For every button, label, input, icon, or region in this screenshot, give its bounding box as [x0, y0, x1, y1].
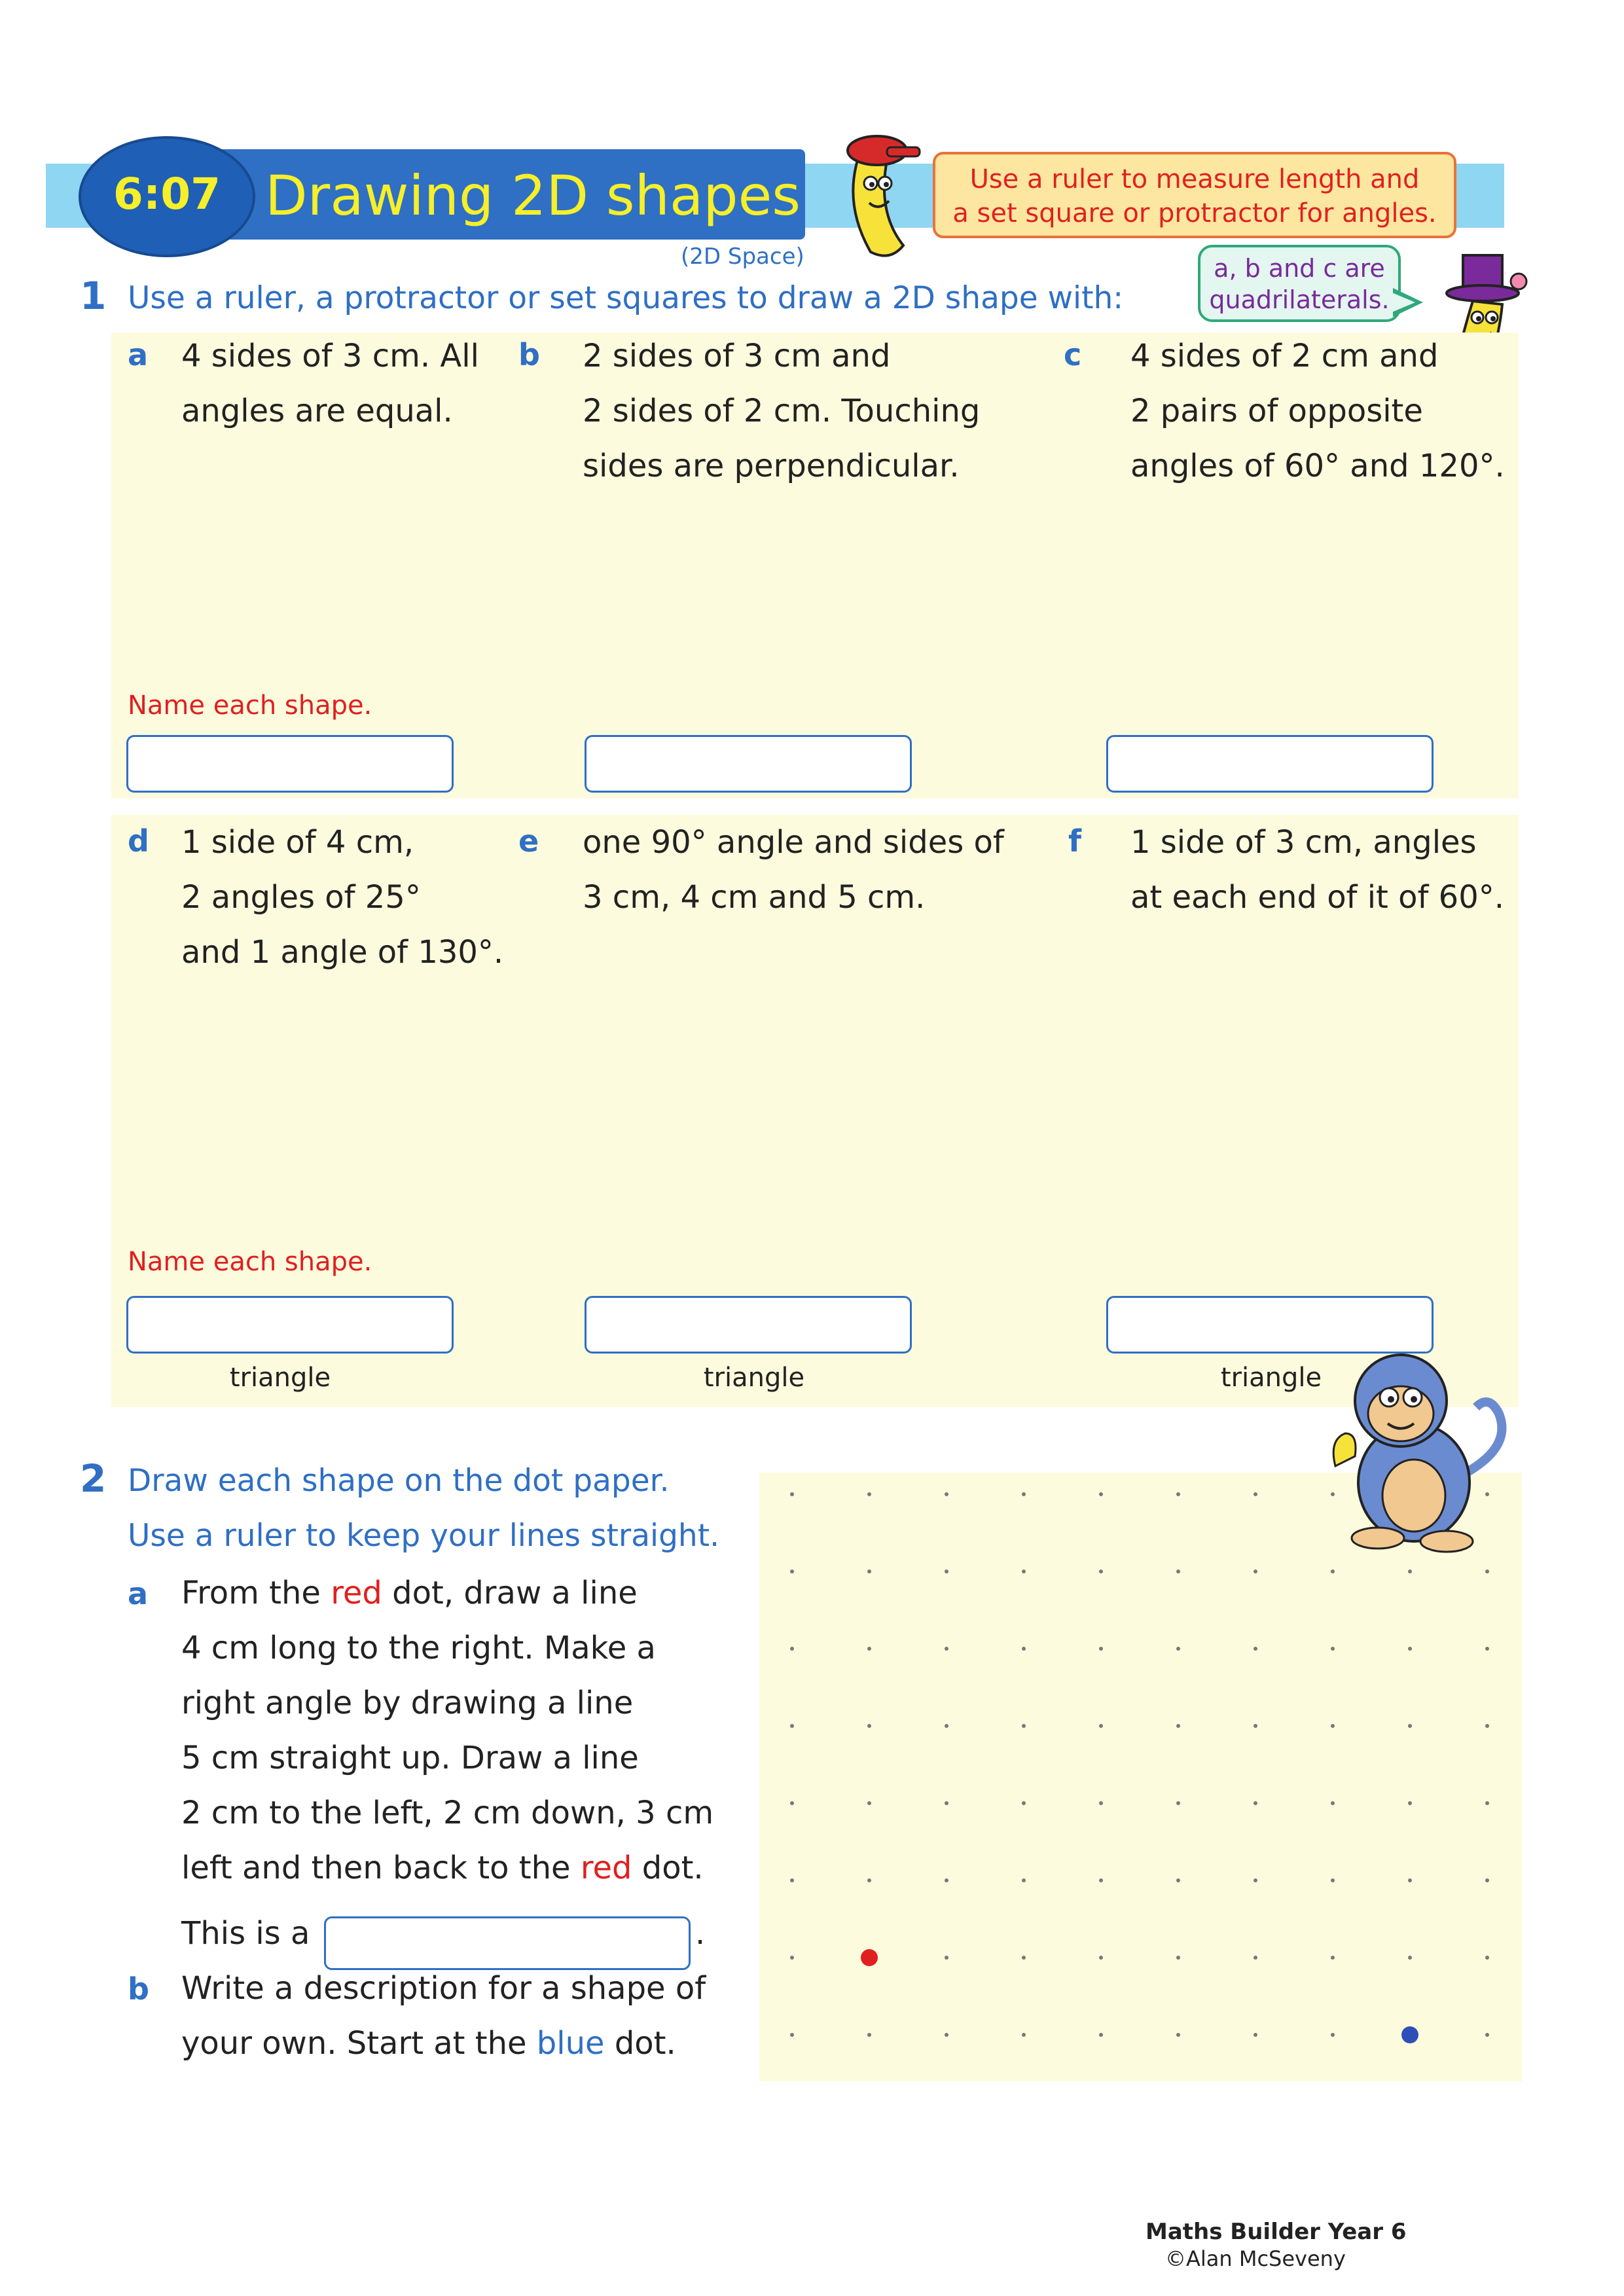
- item-2a-line-4: 5 cm straight up. Draw a line: [181, 1740, 639, 1776]
- grid-dot: [1408, 1647, 1412, 1651]
- grid-dot: [1176, 1956, 1180, 1960]
- name-shape-label-2: Name each shape.: [128, 1247, 372, 1277]
- grid-dot: [1176, 1647, 1180, 1651]
- grid-dot: [1176, 2033, 1180, 2037]
- grid-dot: [945, 2033, 948, 2037]
- grid-dot: [867, 1878, 871, 1882]
- grid-dot: [1485, 2033, 1489, 2037]
- item-b-line-1: 2 sides of 3 cm and: [583, 338, 891, 374]
- grid-dot: [1022, 1492, 1026, 1496]
- item-c-line-1: 4 sides of 2 cm and: [1130, 338, 1439, 374]
- tip-box: [933, 152, 1456, 238]
- grid-dot: [1485, 1570, 1489, 1573]
- item-a-letter: a: [128, 337, 149, 372]
- grid-dot: [1022, 1647, 1026, 1651]
- this-is-period: .: [695, 1915, 706, 1952]
- grid-dot: [1331, 1801, 1335, 1805]
- grid-dot: [1408, 1570, 1412, 1573]
- grid-dot: [867, 2033, 871, 2037]
- grid-dot: [1254, 1570, 1257, 1573]
- grid-dot: [1176, 1492, 1180, 1496]
- item-2b-line-2-pre: your own. Start at the: [181, 2025, 537, 2062]
- grid-dot: [1099, 2033, 1103, 2037]
- question-1-number: 1: [80, 274, 107, 318]
- grid-dot: [1485, 1647, 1489, 1651]
- item-2a-line-1-post: dot, draw a line: [382, 1575, 638, 1611]
- red-word: red: [331, 1575, 382, 1611]
- item-2a-line-1: [181, 1566, 713, 1621]
- grid-dot: [1022, 1878, 1026, 1882]
- grid-dot: [1176, 1878, 1180, 1882]
- page-title: Drawing 2D shapes: [265, 164, 801, 228]
- grid-dot: [790, 1570, 794, 1573]
- bubble-line-2: quadrilaterals.: [1209, 285, 1390, 314]
- grid-dot: [1331, 1724, 1335, 1728]
- red-start-dot[interactable]: [861, 1949, 878, 1966]
- grid-dot: [1254, 1647, 1257, 1651]
- item-a-text: [181, 329, 479, 439]
- item-a-line-2: angles are equal.: [181, 393, 453, 429]
- item-f-letter: f: [1068, 823, 1082, 859]
- bubble-line-1: a, b and c are: [1214, 254, 1385, 283]
- bubble-tail-inner: [1390, 292, 1415, 313]
- grid-dot: [1331, 1647, 1335, 1651]
- grid-dot: [1485, 1878, 1489, 1882]
- dot-paper[interactable]: [759, 1473, 1522, 2081]
- grid-dot: [1176, 1724, 1180, 1728]
- item-c-line-2: 2 pairs of opposite: [1130, 393, 1423, 429]
- grid-dot: [945, 1878, 948, 1882]
- grid-dot: [1254, 1724, 1257, 1728]
- name-shape-label-1: Name each shape.: [128, 691, 372, 721]
- grid-dot: [1254, 1878, 1257, 1882]
- hint-d: triangle: [229, 1363, 331, 1393]
- item-2a-text: [181, 1566, 713, 1895]
- item-c-line-3: angles of 60° and 120°.: [1130, 448, 1505, 484]
- item-2b-text: [181, 1961, 706, 2071]
- grid-dot: [945, 1570, 948, 1573]
- item-d-line-1: 1 side of 4 cm,: [181, 824, 414, 861]
- grid-dot: [790, 1724, 794, 1728]
- footer-book-title: Maths Builder Year 6: [1146, 2219, 1407, 2245]
- item-2a-line-5: 2 cm to the left, 2 cm down, 3 cm: [181, 1795, 714, 1831]
- grid-dot: [1408, 1801, 1412, 1805]
- grid-dot: [1099, 1724, 1103, 1728]
- question-1-instruction: Use a ruler, a protractor or set squares to draw a 2D shape with:: [128, 280, 1124, 316]
- item-2b-line-2: [181, 2016, 706, 2071]
- banana-cap-icon: [831, 121, 929, 265]
- grid-dot: [790, 2033, 794, 2037]
- grid-dot: [867, 1647, 871, 1651]
- question-2-instruction-2: Use a ruler to keep your lines straight.: [128, 1518, 720, 1554]
- item-f-line-1: 1 side of 3 cm, angles: [1130, 824, 1477, 861]
- grid-dot: [1022, 1570, 1026, 1573]
- item-c-letter: c: [1064, 337, 1082, 372]
- grid-dot: [945, 1724, 948, 1728]
- monkey-icon: [1316, 1342, 1512, 1558]
- item-b-line-3: sides are perpendicular.: [583, 448, 960, 484]
- lesson-number: 6:07: [113, 169, 221, 219]
- item-d-line-3: and 1 angle of 130°.: [181, 934, 504, 971]
- grid-dot: [1408, 1724, 1412, 1728]
- tip-line-2: a set square or protractor for angles.: [952, 198, 1437, 228]
- grid-dot: [945, 1801, 948, 1805]
- grid-dot: [945, 1492, 948, 1496]
- item-2a-line-1-pre: From the: [181, 1575, 331, 1611]
- item-b-letter: b: [518, 337, 540, 372]
- hint-f: triangle: [1220, 1363, 1322, 1393]
- item-2a-letter: a: [128, 1576, 149, 1611]
- item-c-text: [1130, 329, 1505, 493]
- answer-box-d[interactable]: [126, 1296, 454, 1354]
- item-e-line-2: 3 cm, 4 cm and 5 cm.: [583, 879, 926, 916]
- grid-dot: [945, 1647, 948, 1651]
- item-d-line-2: 2 angles of 25°: [181, 879, 421, 916]
- item-2b-letter: b: [128, 1971, 149, 2007]
- item-f-text: [1130, 815, 1504, 925]
- tip-line-1: Use a ruler to measure length and: [969, 164, 1420, 194]
- grid-dot: [1099, 1801, 1103, 1805]
- item-2b-line-1: Write a description for a shape of: [181, 1970, 706, 2007]
- grid-dot: [1485, 1956, 1489, 1960]
- item-d-letter: d: [128, 823, 149, 859]
- grid-dot: [1485, 1801, 1489, 1805]
- grid-dot: [1022, 2033, 1026, 2037]
- grid-dot: [867, 1492, 871, 1496]
- blue-start-dot[interactable]: [1401, 2026, 1418, 2043]
- topic-subtitle: (2D Space): [681, 243, 804, 270]
- answer-box-c[interactable]: [1106, 735, 1434, 793]
- grid-dot: [945, 1956, 948, 1960]
- item-f-line-2: at each end of it of 60°.: [1130, 879, 1504, 916]
- item-2a-line-2: 4 cm long to the right. Make a: [181, 1630, 656, 1666]
- grid-dot: [1099, 1647, 1103, 1651]
- grid-dot: [1331, 1878, 1335, 1882]
- grid-dot: [1099, 1878, 1103, 1882]
- grid-dot: [1099, 1492, 1103, 1496]
- grid-dot: [1254, 1492, 1257, 1496]
- question-2-instruction-1: Draw each shape on the dot paper.: [128, 1463, 670, 1499]
- answer-box-b[interactable]: [585, 735, 912, 793]
- footer-copyright: ©Alan McSeveny: [1165, 2246, 1346, 2271]
- grid-dot: [1485, 1724, 1489, 1728]
- red-word-2: red: [580, 1850, 632, 1886]
- question-2-number: 2: [80, 1456, 107, 1501]
- grid-dot: [1254, 1956, 1257, 1960]
- answer-box-e[interactable]: [585, 1296, 912, 1354]
- hint-e: triangle: [703, 1363, 805, 1393]
- item-2a-line-6-pre: left and then back to the: [181, 1850, 581, 1886]
- answer-box-a[interactable]: [126, 735, 454, 793]
- this-is-label: This is a: [181, 1915, 310, 1952]
- item-e-text: [583, 815, 1004, 925]
- grid-dot: [1022, 1956, 1026, 1960]
- grid-dot: [790, 1956, 794, 1960]
- item-d-text: [181, 815, 503, 980]
- grid-dot: [1099, 1570, 1103, 1573]
- grid-dot: [1408, 1956, 1412, 1960]
- grid-dot: [1331, 2033, 1335, 2037]
- grid-dot: [1099, 1956, 1103, 1960]
- item-2b-line-2-post: dot.: [604, 2025, 676, 2062]
- item-b-line-2: 2 sides of 2 cm. Touching: [583, 393, 981, 429]
- grid-dot: [1331, 1570, 1335, 1573]
- grid-dot: [867, 1801, 871, 1805]
- blue-word: blue: [536, 2025, 605, 2062]
- item-e-letter: e: [518, 823, 539, 859]
- grid-dot: [1176, 1801, 1180, 1805]
- grid-dot: [867, 1724, 871, 1728]
- item-b-text: [583, 329, 980, 493]
- grid-dot: [790, 1801, 794, 1805]
- item-2a-line-3: right angle by drawing a line: [181, 1685, 634, 1721]
- grid-dot: [1408, 1878, 1412, 1882]
- grid-dot: [1331, 1956, 1335, 1960]
- item-2a-line-6-post: dot.: [632, 1850, 704, 1886]
- grid-dot: [790, 1492, 794, 1496]
- grid-dot: [1022, 1801, 1026, 1805]
- grid-dot: [1176, 1570, 1180, 1573]
- grid-dot: [867, 1570, 871, 1573]
- grid-dot: [1254, 2033, 1257, 2037]
- speech-bubble: [1198, 245, 1401, 322]
- grid-dot: [1254, 1801, 1257, 1805]
- grid-dot: [790, 1647, 794, 1651]
- item-2a-line-6: [181, 1840, 713, 1895]
- item-e-line-1: one 90° angle and sides of: [583, 824, 1004, 861]
- grid-dot: [790, 1878, 794, 1882]
- item-a-line-1: 4 sides of 3 cm. All: [181, 338, 479, 374]
- grid-dot: [1022, 1724, 1026, 1728]
